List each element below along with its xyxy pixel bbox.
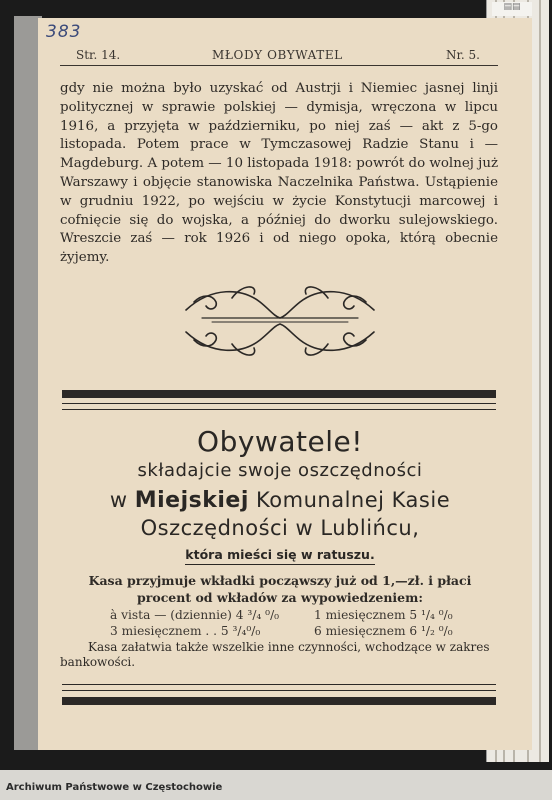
divider-thin <box>62 409 496 410</box>
ad-info: Kasa przyjmuje wkładki począwszy już od 1,—zł. i płaci procent od wkładów za wypowiedzeniem: <box>88 573 472 605</box>
ad-headline: Obywatele! <box>197 425 363 458</box>
ad-line: Oszczędności w Lublińcu, <box>140 516 420 540</box>
divider-thin <box>62 403 496 404</box>
page-number: Str. 14. <box>76 48 121 62</box>
rate-item: 3 miesięcznem . . 5 ³/₄⁰/₀ <box>110 624 261 638</box>
archive-label: Archiwum Państwowe w Częstochowie <box>6 782 223 793</box>
ad-bold-word: Miejskiej <box>134 488 249 513</box>
ad-closing: Kasa załatwia także wszelkie inne czynności, wchodzące w zakres bankowości. <box>60 640 490 669</box>
ad-location: która mieści się w ratuszu. <box>60 547 500 562</box>
journal-title: MŁODY OBYWATEL <box>212 48 343 62</box>
article-paragraph: gdy nie można było uzyskać od Austrji i Niemiec jasnej linji politycznej w sprawie polskiej — dymisja, wręczona w lipcu 1916, a przyjęta w październiku, po niej zaś — akt z 5-go listopada. Potem prace w Tymczasowej Radzie Stanu i — Magdeburg. A potem — 10 listopada 1918: powrót do wolnej już Warszawy i objęcie stanowiska Naczelnika Państwa. Ustąpienie w grudniu 1922, po wejściu w życie Konstytucji marcowej i cofnięcie się do wojska, a później do dworku sulejowskiego. Wreszcie zaś — rok 1926 i od niego opoka, którą obecnie żyjemy. <box>60 81 498 266</box>
article-text <box>60 80 498 268</box>
page-tab: ▤▤ <box>492 2 532 16</box>
rate-item: à vista — (dziennie) 4 ³/₄ ⁰/₀ <box>110 608 280 622</box>
archive-number: 383 <box>46 22 82 42</box>
ad-line: składajcie swoje oszczędności <box>137 460 423 481</box>
ad-line: w Miejskiej Komunalnej Kasie <box>109 488 451 513</box>
divider-thin <box>62 690 496 691</box>
header-rule <box>60 65 498 66</box>
rate-item: 6 miesięcznem 6 ¹/₂ ⁰/₀ <box>314 624 453 638</box>
issue-number: Nr. 5. <box>446 48 480 62</box>
divider-thin <box>62 684 496 685</box>
rate-item: 1 miesięcznem 5 ¹/₄ ⁰/₀ <box>314 608 453 622</box>
divider-thick <box>62 697 496 705</box>
divider-thick <box>62 390 496 398</box>
ornament-icon <box>182 280 378 370</box>
